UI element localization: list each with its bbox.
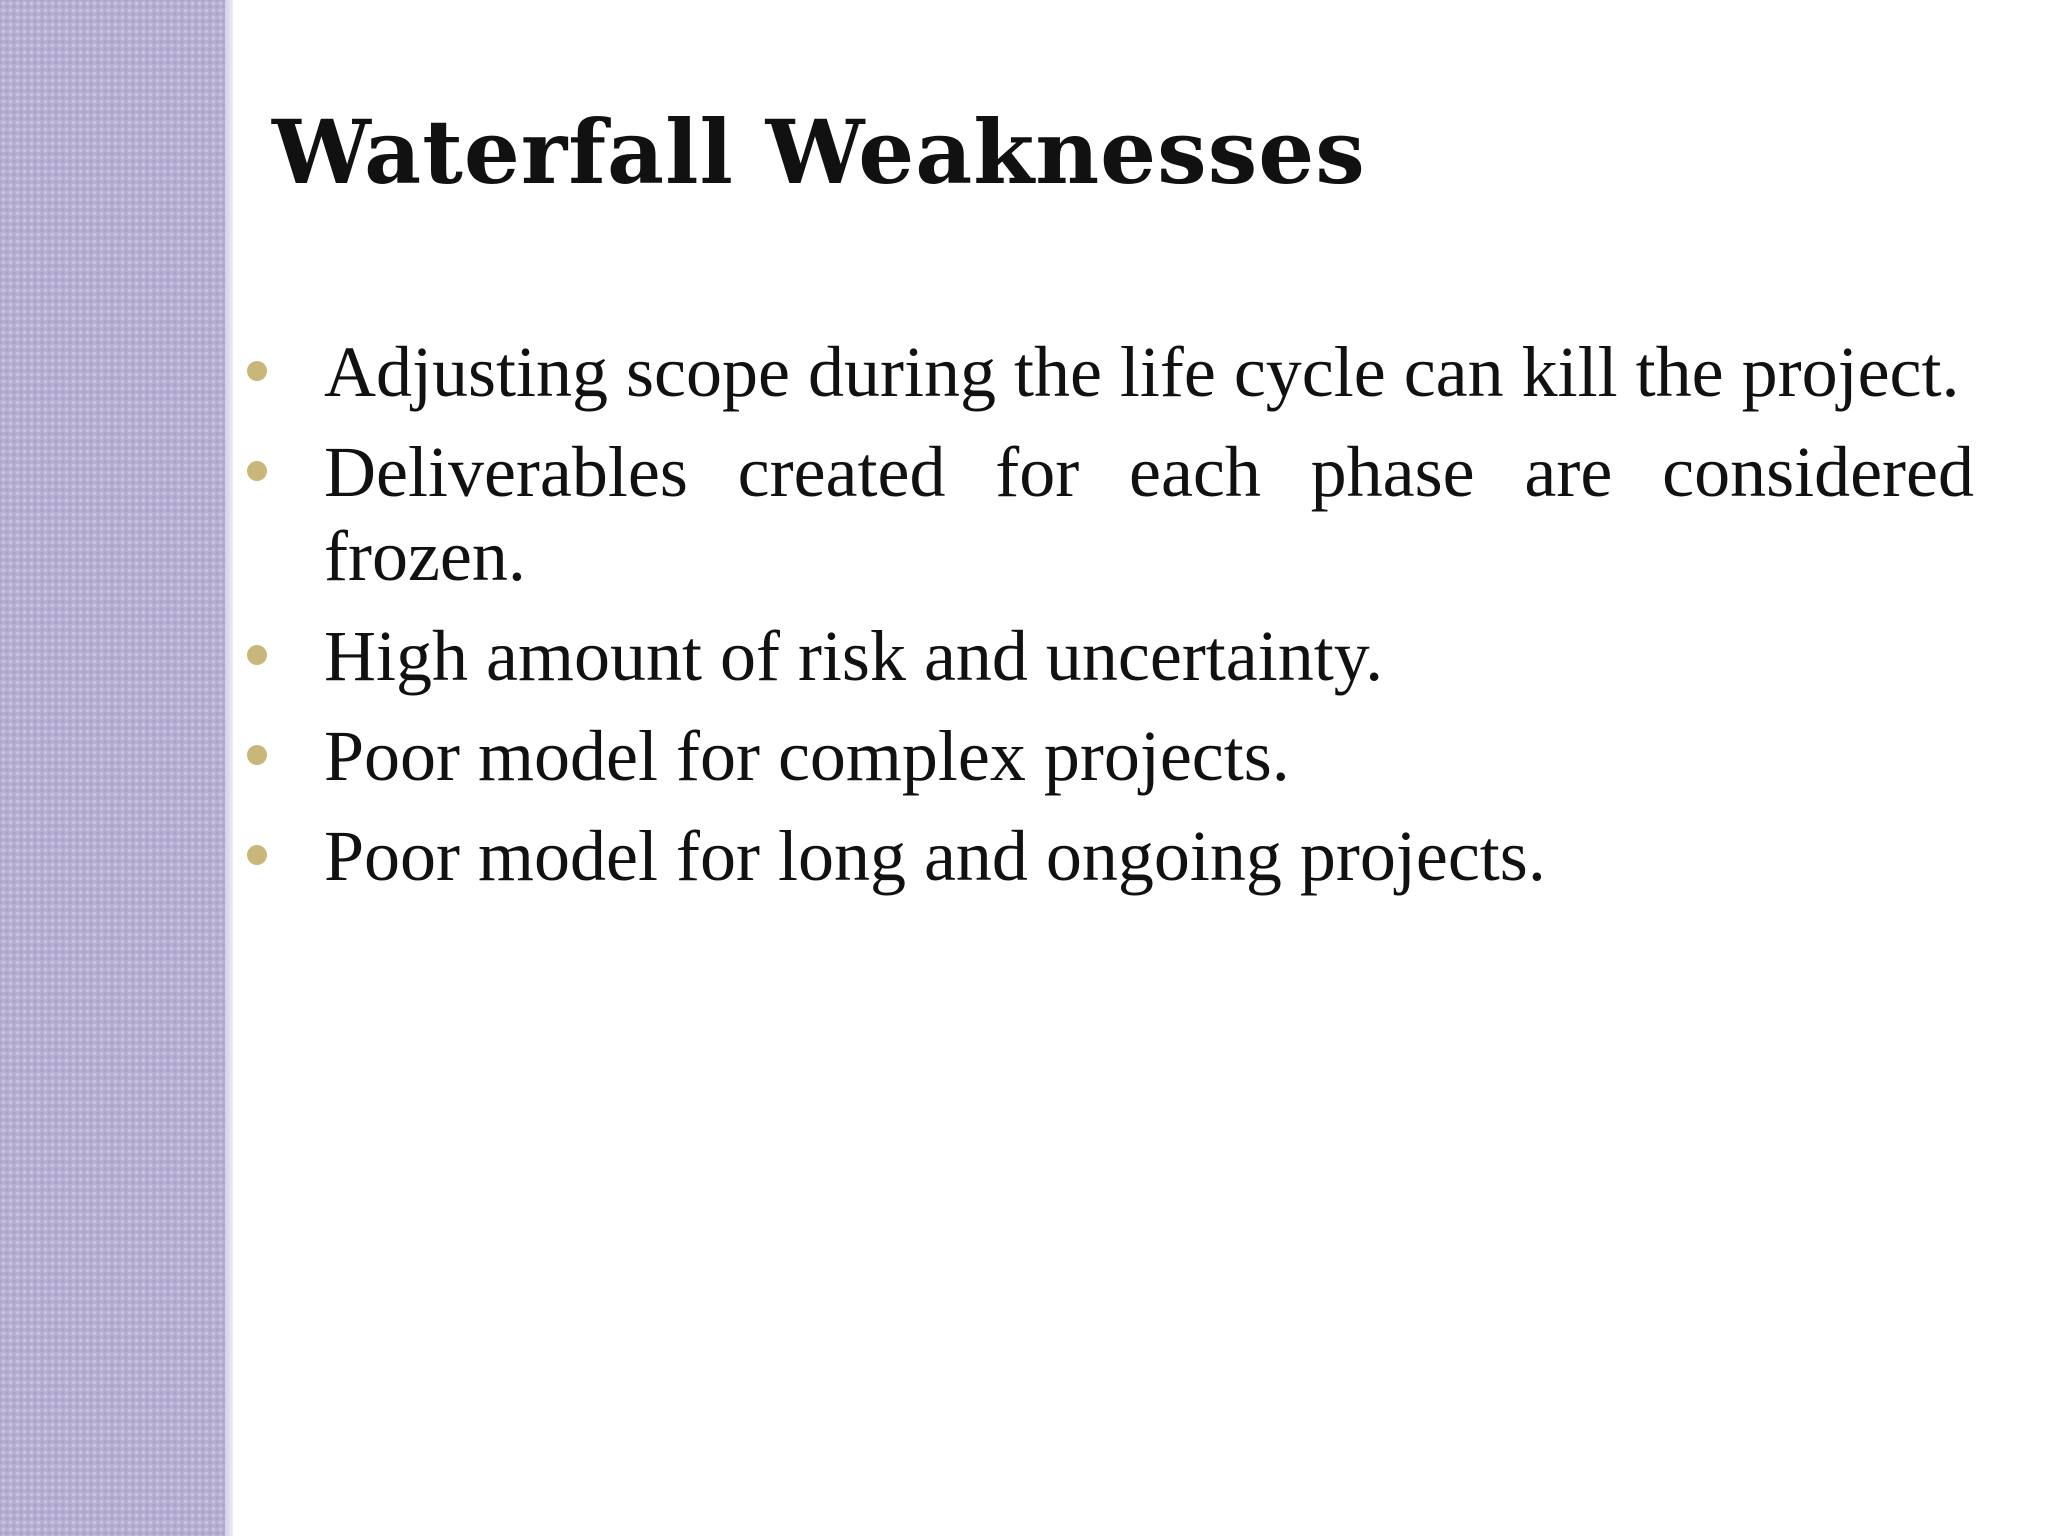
side-band-edge <box>225 0 233 1536</box>
bullet-item <box>244 614 1974 698</box>
bullet-dot-icon <box>247 461 267 481</box>
bullet-text: Poor model for long and ongoing projects. <box>324 816 1546 896</box>
slide-title: Waterfall Weaknesses <box>272 100 1366 204</box>
decorative-side-band <box>0 0 225 1536</box>
bullet-list <box>244 330 1974 914</box>
bullet-dot-icon <box>247 361 267 381</box>
bullet-item <box>244 430 1974 598</box>
bullet-text: High amount of risk and uncertainty. <box>324 616 1384 696</box>
bullet-dot-icon <box>247 845 267 865</box>
bullet-text: Poor model for complex projects. <box>324 716 1290 796</box>
bullet-dot-icon <box>247 645 267 665</box>
bullet-dot-icon <box>247 745 267 765</box>
bullet-item <box>244 330 1974 414</box>
bullet-item <box>244 714 1974 798</box>
bullet-item <box>244 814 1974 898</box>
bullet-text: Adjusting scope during the life cycle can kill the project. <box>324 332 1960 412</box>
bullet-text: Deliverables created for each phase are considered frozen. <box>324 432 1974 596</box>
